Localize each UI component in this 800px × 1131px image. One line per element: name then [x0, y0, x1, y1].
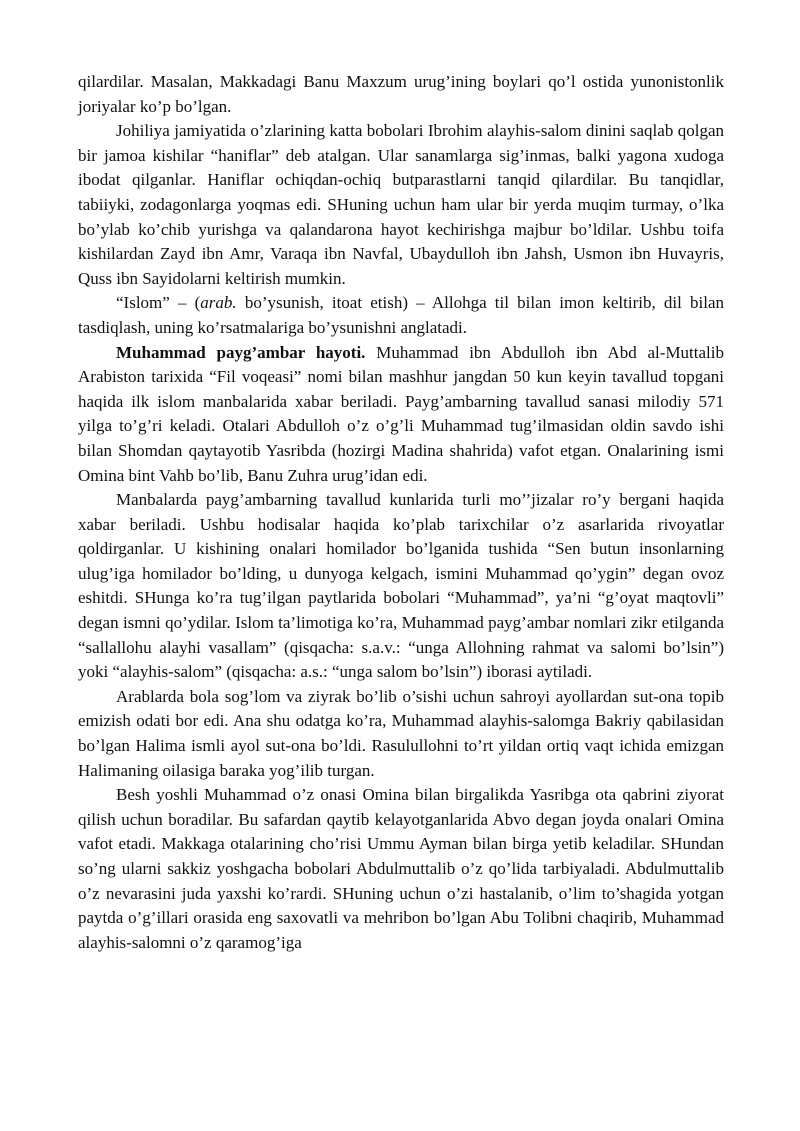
islom-definition-rest: bo’ysunish, itoat etish) – Allohga til bilan imon keltirib, dil bilan tasdiqlash, uning ko’rsatmalariga bo’ysunishni anglatadi. — [78, 293, 724, 337]
paragraph-haniflar: Johiliya jamiyatida o’zlarining katta bobolari Ibrohim alayhis-salom dinini saqlab qolgan bir jamoa kishilar “haniflar” deb atalgan. Ular sanamlarga sig’inmas, balki yagona xudoga ibodat qilganlar. Haniflar ochiqdan-ochiq butparastlarni tanqid qilardilar. Bu tanqidlar, tabiiyki, zodagonlarga yoqmas edi. SHuning uchun ham ular bir yerda muqim turmay, o’lka bo’ylab ko’chib yurishga va qalandarona hayot kechirishga majbur bo’ldilar. Ushbu toifa kishilardan Zayd ibn Amr, Varaqa ibn Navfal, Ubaydulloh ibn Jahsh, Usmon ibn Huvayris, Quss ibn Sayidolarni keltirish mumkin. — [78, 121, 724, 288]
section-heading-body: Muhammad ibn Abdulloh ibn Abd al-Muttalib Arabiston tarixida “Fil voqeasi” nomi bilan mashhur jangdan 50 kun keyin tavallud topgani haqida ilk islom manbalarida xabar beriladi. Payg’ambarning tavallud sanasi milodiy 571 yilga to’g’ri keladi. Otalari Abdulloh o’z o’g’li Muhammad tug’ilmasidan oldin savdo ishi bilan Shomdan qaytayotib Yasribda (hozirgi Madina shahrida) vafot etgan. Onalarining ismi Omina bint Vahb bo’lib, Banu Zuhra urug’idan edi. — [78, 342, 724, 485]
document-page — [78, 70, 724, 955]
paragraph-childhood: Besh yoshli Muhammad o’z onasi Omina bilan birgalikda Yasribga ota qabrini ziyorat qilish uchun boradilar. Bu safardan qaytib kelayotganlarida Abvo degan joyda onalari Omina vafot etadi. Makkaga otalarining cho’risi Ummu Ayman bilan birga yetib keladilar. SHundan so’ng ularni sakkiz yoshgacha bobolari Abdulmuttalib o’z qo’lida tarbiyaladi. Abdulmuttalib o’z nevarasini juda yaxshi ko’rardi. SHuning uchun o’zi hastalanib, o’lim to’shagida yotgan paytda o’g’illari orasida eng saxovatli va mehribon bo’lgan Abu Tolibni chaqirib, Muhammad alayhis-salomni o’z qaramog’iga — [78, 785, 724, 952]
paragraph-halima: Arablarda bola sog’lom va ziyrak bo’lib o’sishi uchun sahroyi ayollardan sut-ona topib emizish odati bor edi. Ana shu odatga ko’ra, Muhammad alayhis-salomga Bakriy qabilasidan bo’lgan Halima ismli ayol sut-ona bo’ldi. Rasulullohni to’rt yildan ortiq vaqt ichida emizgan Halimaning oilasiga baraka yog’ilib turgan. — [78, 686, 724, 780]
paragraph-prophet-life — [78, 341, 724, 489]
paragraph-islom-definition — [78, 291, 724, 340]
islom-definition-abbrev: arab. — [200, 293, 237, 313]
islom-definition-lead: “Islom” – ( — [116, 293, 201, 313]
section-heading: Muhammad payg’ambar hayoti. — [116, 342, 366, 362]
paragraph-continuation: qilardilar. Masalan, Makkadagi Banu Maxzum urug’ining boylari qo’l ostida yunonistonlik joriyalar ko’p bo’lgan. — [78, 72, 724, 116]
paragraph-miracles: Manbalarda payg’ambarning tavallud kunlarida turli mo’’jizalar ro’y bergani haqida xabar beriladi. Ushbu hodisalar haqida ko’plab tarixchilar o’z asarlarida rivoyatlar qoldirganlar. U kishining onalari homilador bo’lganida tushida “Sen butun insonlarning ulug’iga homilador bo’lding, u dunyoga kelgach, ismini Muhammad qo’ygin” degan ovoz eshitdi. SHunga ko’ra tug’ilgan paytlarida bobolari “Muhammad”, ya’ni “g’oyat maqtovli” degan ismni qo’ydilar. Islom ta’limotiga ko’ra, Muhammad payg’ambar nomlari zikr etilganda “sallallohu alayhi vasallam” (qisqacha: s.a.v.: “unga Allohning rahmat va salomi bo’lsin”) yoki “alayhis-salom” (qisqacha: a.s.: “unga salom bo’lsin”) iborasi aytiladi. — [78, 490, 724, 682]
